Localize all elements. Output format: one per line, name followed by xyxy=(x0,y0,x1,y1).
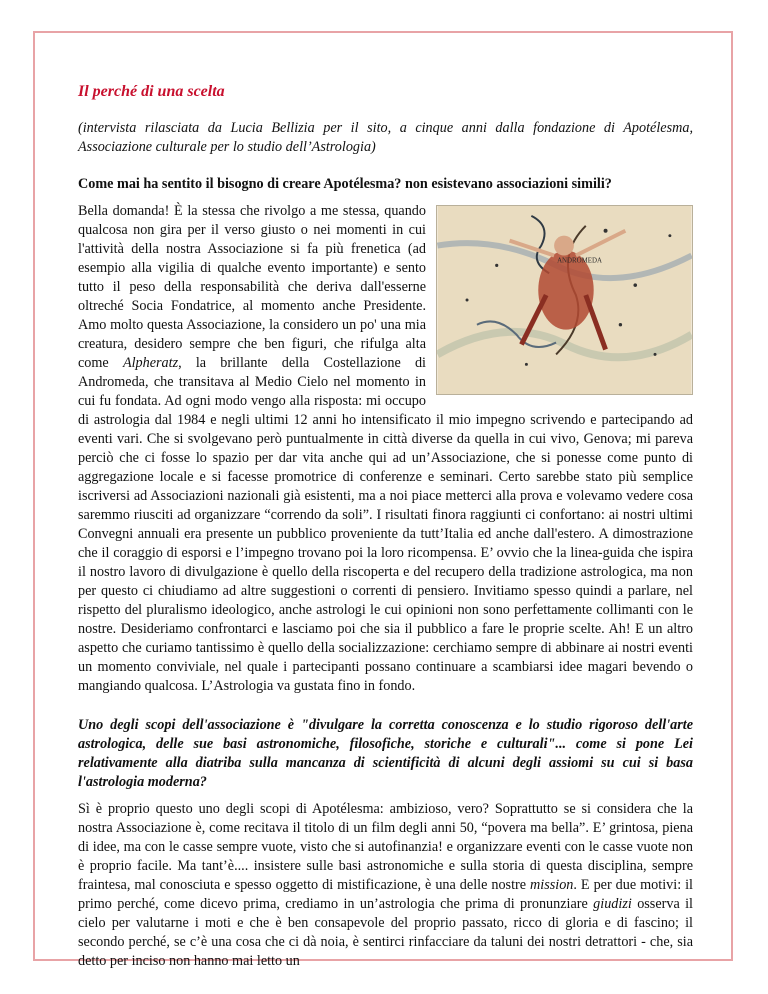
answer-2-text-b: . E per due motivi: il primo perché, come dicevo prima, crediamo in un’astrologia che prima di pronunziare xyxy=(78,877,693,912)
answer-1-text-a: Bella domanda! È la stessa che rivolgo a me stessa, quando qualcosa non gira per il verso giusto o nei momenti in cui l'attività della nostra Associazione si fa più frenetica (ad esempio alla vigilia di qualche evento importante) e sento tutto il peso della responsabilità che deriva dall'esserne oltreché Socia Fondatrice, al momento anche Presidente. Amo molto questa Associazione, la considero un po' una mia creatura, desidero sempre che ben figuri, che rifulga alta come xyxy=(78,203,426,371)
page-title: Il perché di una scelta xyxy=(78,83,225,100)
andromeda-constellation-image xyxy=(436,205,693,395)
alpheratz-term: Alpheratz xyxy=(122,355,179,371)
subtitle: (intervista rilasciata da Lucia Bellizia per il sito, a cinque anni dalla fondazione di Apotélesma, Associazione culturale per lo studio dell’Astrologia) xyxy=(78,120,693,155)
question-1: Come mai ha sentito il bisogno di creare Apotélesma? non esistevano associazioni simili? xyxy=(78,176,612,192)
giudizi-term: giudizi xyxy=(593,896,632,912)
answer-1-text-b: , la brillante della Costellazione di Andromeda, che transitava al Medio Cielo nel momento in cui fu fondata. Ad ogni modo vengo alla risposta: mi occupo di astrologia dal 1984 e negli ultimi 12 anni ho intensificato il mio impegno scrivendo e partecipando ad eventi vari. Che si svolgevano però puntualmente in città diverse da quella in cui vivo, Genova; mi pareva perciò che ci fosse lo spazio per dar vita anche qui ad un’Associazione, che si ponesse come punto di aggregazione locale e si facesse promotrice di conferenze e seminari. Certo sarebbe stato più semplice iscriversi ad Associazioni nazionali già esistenti, ma a noi piace metterci alla prova e volevamo vedere cosa saremmo riusciti ad organizzare “correndo da soli”. I risultati finora raggiunti ci confortano: ai nostri ultimi Convegni annuali era presente un pubblico proveniente da tutt’Italia ed anche dall'estero. A dimostrazione che il coraggio di esporsi e l’impegno trovano poi la loro ricompensa. E’ ovvio che la linea-guida che ispira il nostro lavoro di divulgazione è quello della riscoperta e del recupero della tradizione astrologica, ma non per questo ci chiudiamo ad altre suggestioni o correnti di pensiero. Invitiamo spesso quindi a parlare, nel rispetto del pluralismo ideologico, anche astrologi le cui opinioni non sono perfettamente collimanti con le nostre. Desideriamo confrontarci e lasciamo poi che sia il pubblico a fare le proprie scelte. Ah! E un altro aspetto che curiamo tantissimo è quello della socializzazione: cerchiamo sempre di abbinare ai nostri eventi un momento conviviale, nel quale i partecipanti possano continuare a scambiarsi idee magari bevendo o mangiando qualcosa. L’Astrologia va gustata fino in fondo. xyxy=(78,355,693,694)
document-body xyxy=(78,82,693,991)
mission-term: mission xyxy=(530,877,574,893)
answer-2-text-c: osserva il cielo per valutarne i moti e che è ben consapevole del proprio passato, ricco di gloria e di fascino; il secondo perché, se c’è una cosa che ci dà noia, è sentirci rinfacciare da taluni dei nostri detrattori - che, sia detto per inciso non hanno mai letto un xyxy=(78,896,693,969)
answer-2 xyxy=(78,800,693,971)
answer-2-text-a: Sì è proprio questo uno degli scopi di Apotélesma: ambizioso, vero? Soprattutto se si considera che la nostra Associazione è, come recitava il titolo di un film degli anni 50, “povera ma bella”. E’ grintosa, piena di idee, ma con le casse sempre vuote, visto che si autofinanzia! e organizzare eventi con le casse vuote non è proprio facile. Ma tant’è.... insistere sulle basi astronomiche e sulla storia di questa disciplina, sempre fraintesa, mal conosciuta e spesso oggetto di mistificazione, è una delle nostre xyxy=(78,801,693,893)
question-2: Uno degli scopi dell'associazione è "divulgare la corretta conoscenza e lo studio rigoroso dell'arte astrologica, delle sue basi astronomiche, filosofiche, storiche e culturali"... come si pone Lei relativamente alla diatriba sulla mancanza di scientificità di alcuni degli assiomi su cui si basa l'astrologia moderna? xyxy=(78,717,693,790)
figure-label: ANDROMEDA xyxy=(557,257,602,265)
